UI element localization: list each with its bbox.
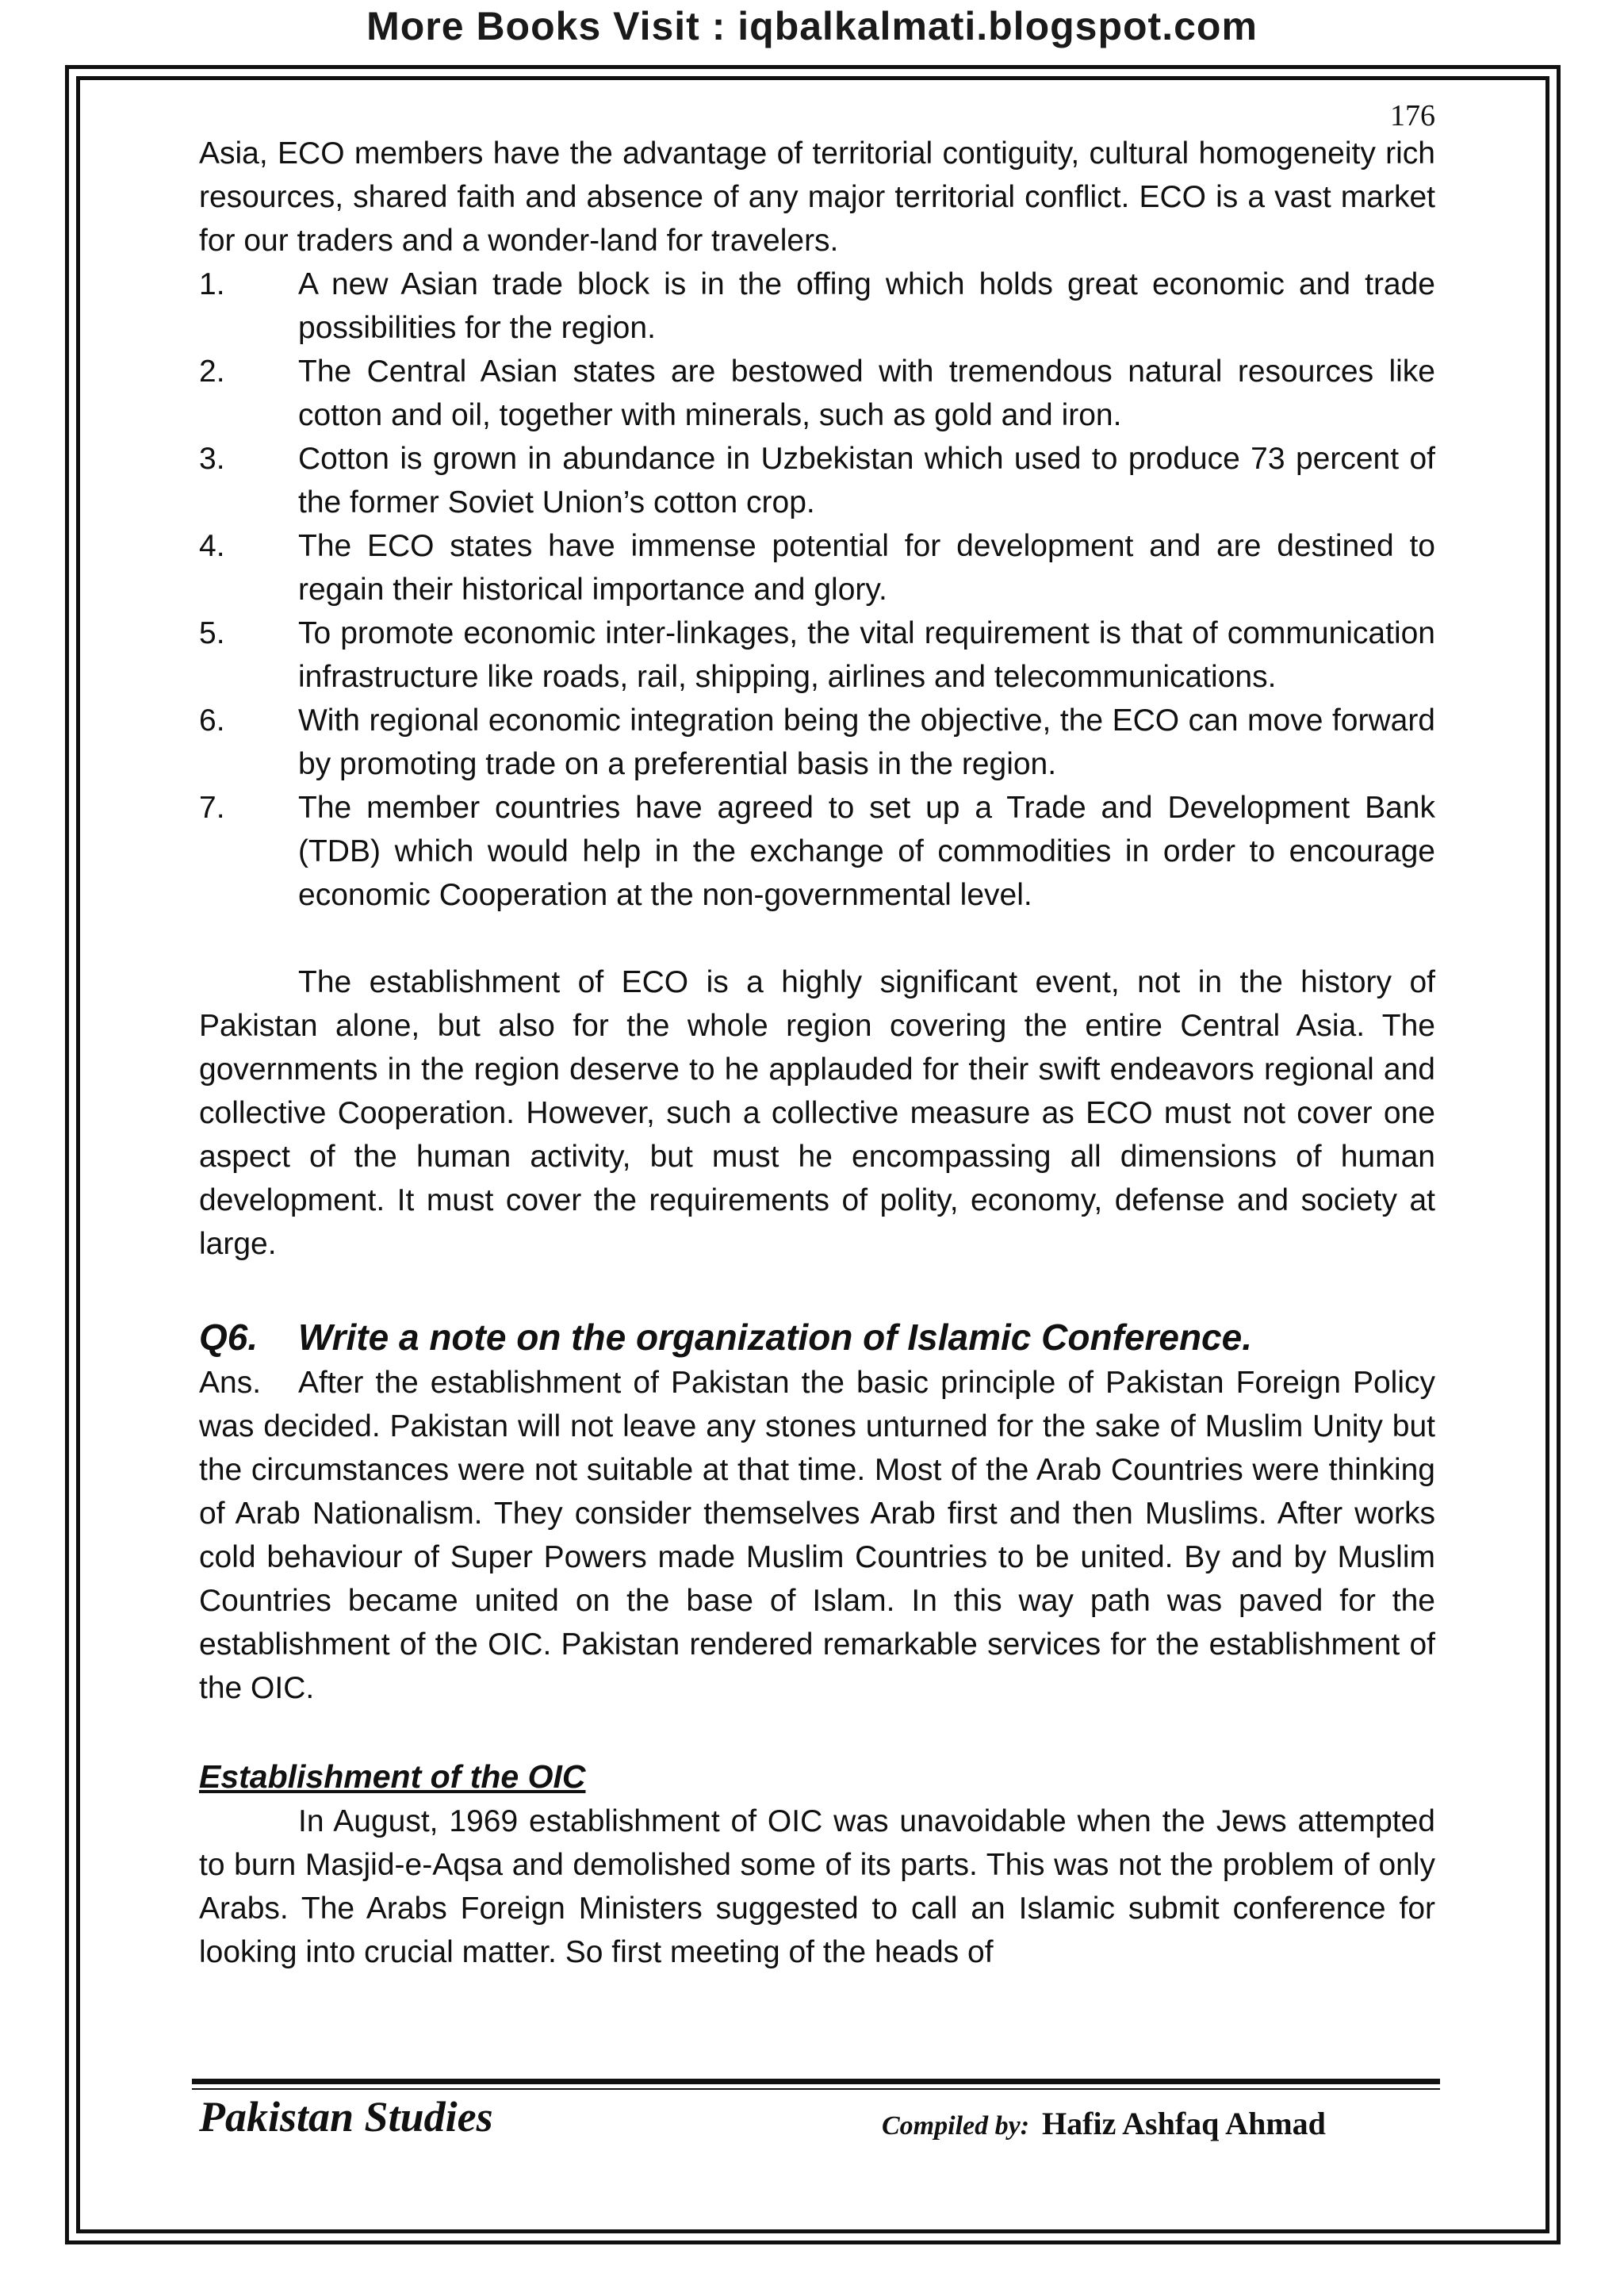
list-item-number: 1.	[199, 267, 225, 301]
list-item-text: To promote economic inter-linkages, the vital requirement is that of communication infrastructure like roads, rail, shipping, airlines and telecommunications.	[298, 616, 1435, 694]
page-content	[199, 132, 1435, 1974]
list-item-text: The ECO states have immense potential for development and are destined to regain their historical importance and glory.	[298, 529, 1435, 607]
list-item	[199, 786, 1435, 917]
eco-paragraph: The establishment of ECO is a highly significant event, not in the history of Pakistan alone, but also for the whole region covering the entire Central Asia. The governments in the region deserve to he applauded for their swift endeavors regional and collective Cooperation. However, such a collective measure as ECO must not cover one aspect of the human activity, but must he encompassing all dimensions of human development. It must cover the requirements of polity, economy, defense and society at large.	[199, 965, 1435, 1261]
footer-credit	[882, 2105, 1326, 2142]
list-item-text: The member countries have agreed to set up a Trade and Development Bank (TDB) which would help in the exchange of commodities in order to encourage economic Cooperation at the non-governmental level.	[298, 791, 1435, 912]
list-item-text: The Central Asian states are bestowed with tremendous natural resources like cotton and oil, together with minerals, such as gold and iron.	[298, 355, 1435, 432]
list-item	[199, 524, 1435, 611]
answer-paragraph	[199, 1361, 1435, 1710]
question-heading	[199, 1313, 1435, 1361]
question-number: Q6.	[199, 1317, 259, 1358]
footer-book-title: Pakistan Studies	[199, 2093, 493, 2141]
site-banner: More Books Visit : iqbalkalmati.blogspot.com	[366, 4, 1258, 48]
compiled-by-label: Compiled by:	[882, 2111, 1030, 2141]
intro-paragraph: Asia, ECO members have the advantage of territorial contiguity, cultural homogeneity rich resources, shared faith and absence of any major territorial conflict. ECO is a vast market for our traders and a wonder-land for travelers.	[199, 136, 1435, 258]
list-item-number: 7.	[199, 791, 225, 825]
list-item	[199, 437, 1435, 524]
list-item	[199, 699, 1435, 786]
answer-label: Ans.	[199, 1366, 262, 1400]
section-subheading: Establishment of the OIC	[199, 1758, 586, 1795]
list-item-number: 2.	[199, 355, 225, 389]
eco-points-list	[199, 263, 1435, 917]
list-item-number: 5.	[199, 616, 225, 650]
oic-paragraph: In August, 1969 establishment of OIC was unavoidable when the Jews attempted to burn Masjid-e-Aqsa and demolished some of its parts. This was not the problem of only Arabs. The Arabs Foreign Ministers suggested to call an Islamic submit conference for looking into crucial matter. So first meeting of the heads of	[199, 1804, 1435, 1969]
page-number: 176	[1390, 99, 1435, 132]
list-item-number: 6.	[199, 703, 225, 738]
list-item	[199, 611, 1435, 699]
list-item-text: With regional economic integration being the objective, the ECO can move forward by promoting trade on a preferential basis in the region.	[298, 703, 1435, 781]
footer-divider-thin	[192, 2088, 1440, 2090]
answer-text: After the establishment of Pakistan the basic principle of Pakistan Foreign Policy was decided. Pakistan will not leave any stones unturned for the sake of Muslim Unity but the circumstances were not suitable at that time. Most of the Arab Countries were thinking of Arab Nationalism. They consider themselves Arab first and then Muslims. After works cold behaviour of Super Powers made Muslim Countries to be united. By and by Muslim Countries became united on the base of Islam. In this way path was paved for the establishment of the OIC. Pakistan rendered remarkable services for the establishment of the OIC.	[199, 1366, 1435, 1705]
question-text: Write a note on the organization of Islamic Conference.	[298, 1317, 1252, 1358]
list-item	[199, 263, 1435, 350]
list-item	[199, 350, 1435, 437]
compiler-name: Hafiz Ashfaq Ahmad	[1042, 2106, 1326, 2141]
footer-divider-thick	[192, 2079, 1440, 2084]
list-item-text: Cotton is grown in abundance in Uzbekistan which used to produce 73 percent of the former Soviet Union’s cotton crop.	[298, 442, 1435, 519]
list-item-number: 3.	[199, 442, 225, 476]
list-item-number: 4.	[199, 529, 225, 563]
list-item-text: A new Asian trade block is in the offing which holds great economic and trade possibilities for the region.	[298, 267, 1435, 345]
